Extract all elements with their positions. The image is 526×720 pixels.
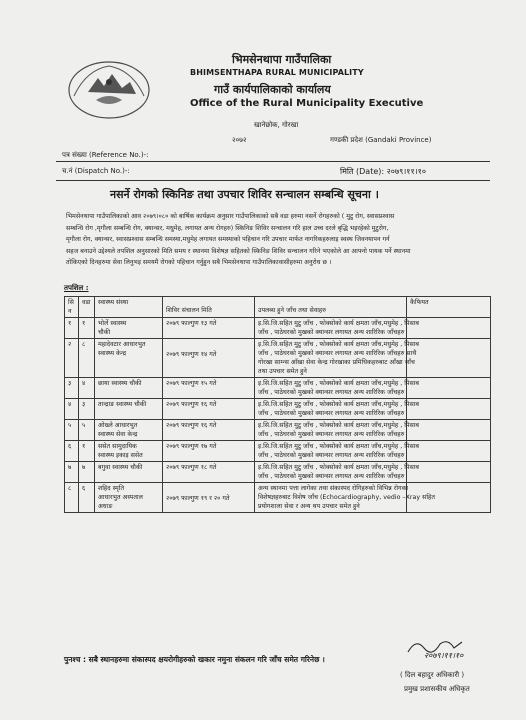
office-address: खानेछोक, गोरखा xyxy=(254,121,299,129)
header-sn: सि न xyxy=(65,297,79,318)
table-row xyxy=(65,483,491,513)
table-row xyxy=(65,378,491,399)
cell-services-line: जाँच , पाठेघरको मुखको क्यान्सर लगायत अन्य शारिरिक जाँचहरु xyxy=(258,473,405,480)
cell-sn: ८ xyxy=(65,483,79,513)
header-services: उपलब्ध हुने जाँच तथा सेवाहरु xyxy=(255,297,407,318)
cell-services-line: जाँच , पाठेघरको मुखको क्यान्सर लगायत अन्य शारिरिक जाँचहरु xyxy=(258,410,405,417)
cell-services-line: प्रयोगशाला सेवा र अन्य थप उपचार समेत हुने xyxy=(258,503,360,510)
cell-ward: १ xyxy=(79,441,95,462)
cell-services-line: इ.सि.जि.सहित मुटु जाँच , फोक्सोको कार्य क्षमता जाँच,मधुमेह , पिसाब xyxy=(258,341,419,348)
divider xyxy=(56,161,490,162)
cell-facility xyxy=(95,441,163,462)
municipality-name-en: BHIMSENTHAPA RURAL MUNICIPALITY xyxy=(190,68,364,77)
notice-line: मृगौला रोग, क्यान्सर, स्वासप्रश्वास सम्बन्धि समस्या,मधुमेह लगायत समस्याको पहिचान गरि उपचार मार्फत नागरिकहरुलाइ स्वस्थ जिवनयापन गर्न xyxy=(66,236,390,244)
cell-services-line: जाँच , पाठेघरको मुखको क्यान्सर लगायत अन्य शारिरिक जाँचहरु xyxy=(258,329,405,336)
dispatch-number: च.नं (Dispatch No.)-: xyxy=(62,167,130,175)
cell-facility xyxy=(95,399,163,420)
table-row xyxy=(65,441,491,462)
cell-services xyxy=(255,339,419,378)
cell-services-line: इ.सि.जि.सहित मुटु जाँच , फोक्सोको कार्य क्षमता जाँच,मधुमेह , पिसाब xyxy=(258,464,419,471)
cell-facility xyxy=(95,339,163,378)
cell-services-line: विशेषज्ञहरुबाट विशेष जाँच (Echocardiography, vedio –Xray सहित xyxy=(258,494,435,501)
cell-remarks xyxy=(407,420,491,441)
cell-facility-line: स्वास्थ्य केन्द्र xyxy=(98,350,127,357)
cell-services xyxy=(255,441,419,462)
cell-services xyxy=(255,483,435,513)
cell-services-line: इ.सि.जि.सहित मुटु जाँच , फोक्सोको कार्य क्षमता जाँच,मधुमेह , पिसाब xyxy=(258,320,419,327)
cell-facility xyxy=(95,420,163,441)
cell-services xyxy=(255,378,419,399)
municipality-name-np: भिमसेनथापा गाउँपालिका xyxy=(232,53,332,66)
cell-facility xyxy=(95,483,163,513)
cell-remarks xyxy=(407,318,491,339)
table-header-row xyxy=(65,297,491,318)
letter-date: मिति (Date): २०७९।११।१० xyxy=(340,167,426,176)
table-row xyxy=(65,420,491,441)
postscript-note: पुनश्च : सबै स्थानहरुमा संकास्पद क्षयरोगीहरुको खकार नमुना संकलन गरि जाँच समेत गरिनेछ । xyxy=(64,655,325,664)
cell-facility-line: तान्द्राङ स्वास्थ्य चौकी xyxy=(98,401,147,408)
cell-sn: २ xyxy=(65,339,79,378)
cell-services-line: अन्य स्थानमा पत्ता लागेका तथा संकास्पद रोगिहरुको विभिन्न रोगका xyxy=(258,485,408,492)
divider xyxy=(56,180,490,181)
table-row xyxy=(65,339,491,378)
cell-sn: ६ xyxy=(65,441,79,462)
cell-ward: १ xyxy=(79,318,95,339)
signatory-title: प्रमुख प्रशासकीय अधिकृत xyxy=(404,685,470,693)
cell-date: २०७९ फाल्गुण १३ गते xyxy=(163,318,255,339)
cell-ward: ८ xyxy=(79,339,95,378)
reference-number: पत्र संख्या (Reference No.)-: xyxy=(62,151,149,159)
cell-facility-line: छाया स्वास्थ्य चौकी xyxy=(98,380,142,387)
cell-date: २०७९ फाल्गुण १७ गते xyxy=(163,441,255,462)
notice-line: सम्बन्धि रोग ,मृगौला सम्बन्धि रोग, क्यान्सर, मधुमेह, लगायत अन्य रोगहरु) स्किनिङ शिविर सन्चालन गरि हाल उच्च दरले बृद्धि भइरहेको मुटुरोग, xyxy=(66,224,389,232)
signature-date: २०७९।११।१० xyxy=(424,651,464,660)
cell-facility-line: भोर्ले स्वास्थ्य xyxy=(98,320,127,327)
notice-body xyxy=(66,211,486,269)
cell-sn: ७ xyxy=(65,462,79,483)
notice-title: नसर्ने रोगको स्किनिङ तथा उपचार शिविर सन्चालन सम्बन्धि सूचना । xyxy=(110,188,379,201)
cell-sn: ५ xyxy=(65,420,79,441)
cell-facility-line: बगुवा स्वास्थ्य चौकी xyxy=(98,464,143,471)
cell-date: २०७९ फाल्गुण १९ र २० गते xyxy=(163,483,255,513)
header-ward: वडा xyxy=(79,297,95,318)
table-row xyxy=(65,462,491,483)
cell-services-line: जाँच , पाठेघरको मुखको क्यान्सर लगायत अन्य शारिरिक जाँचहरु साथै xyxy=(258,350,417,357)
cell-facility-line: चौकी xyxy=(98,329,111,336)
cell-facility-line: ओख्ले आधारभुत xyxy=(98,422,138,429)
nepal-emblem-icon xyxy=(66,56,152,120)
cell-facility-line: स्वास्थ्य सेवा केन्द्र xyxy=(98,431,138,438)
cell-services xyxy=(255,399,419,420)
cell-date: २०७९ फाल्गुण १५ गते xyxy=(163,378,255,399)
cell-sn: ३ xyxy=(65,378,79,399)
cell-services-line: इ.सि.जि.सहित मुटु जाँच , फोक्सोको कार्य क्षमता जाँच,मधुमेह , पिसाब xyxy=(258,422,419,429)
notice-line: सहज बनाउने उद्देश्यले तपशिल अनुसारको मिति समय र स्थानमा विशेषज्ञ सहितको स्किनिङ शिविर सन्चालन गरिने भएकोले आ आफ्नो पायक पर्ने स्थानमा xyxy=(66,247,411,255)
cell-facility xyxy=(95,318,163,339)
cell-services xyxy=(255,420,419,441)
cell-remarks xyxy=(407,399,491,420)
cell-date: २०७९ फाल्गुण १६ गते xyxy=(163,420,255,441)
cell-services-line: इ.सि.जि.सहित मुटु जाँच , फोक्सोको कार्य क्षमता जाँच,मधुमेह , पिसाब xyxy=(258,380,419,387)
cell-sn: १ xyxy=(65,318,79,339)
cell-services-line: जाँच , पाठेघरको मुखको क्यान्सर लगायत अन्य शारिरिक जाँचहरु xyxy=(258,452,405,459)
cell-services-line: जाँच , पाठेघरको मुखको क्यान्सर लगायत अन्य शारिरिक जाँचहरु xyxy=(258,389,405,396)
table-row xyxy=(65,318,491,339)
cell-ward: ७ xyxy=(79,462,95,483)
cell-facility-line: स्वास्थ्य इकाइ ससेत xyxy=(98,452,143,459)
cell-facility-line: अधाङ xyxy=(98,503,113,510)
cell-remarks xyxy=(407,378,491,399)
notice-line: तोकिएको दिनहरुमा सेवा लिनुभइ समयमै रोगको पहिचान गर्नुहुन सबै भिमसेनथापा गाउँपालिकावासीहरुमा अनुरोध छ । xyxy=(66,259,332,267)
cell-services xyxy=(255,462,419,483)
notice-line: भिमसेनथापा गाउँपालिकाको आव २०७९।०८० को बार्षिक कार्यक्रम अनुसार गाउँपालिकाको सबै वडा हरुमा नसर्ने रोगहरुको ( मुटु रोग, स्वासप्रश्वास xyxy=(66,213,395,220)
signatory-name: ( दिल बहादुर अधिकारी ) xyxy=(400,671,465,679)
cell-date: २०७९ फाल्गुण १८ गते xyxy=(163,462,255,483)
cell-facility-line: शहिद स्मृति xyxy=(98,485,125,492)
cell-date: २०७९ फाल्गुण १४ गते xyxy=(163,339,255,378)
cell-facility-line: आधारभुत अस्पताल xyxy=(98,494,143,501)
cell-remarks xyxy=(407,441,491,462)
cell-services-line: तथा उपचार समेत हुने xyxy=(258,368,307,375)
schedule-label: तपशिल : xyxy=(64,284,89,292)
table-row xyxy=(65,399,491,420)
cell-services-line: इ.सि.जि.सहित मुटु जाँच , फोक्सोको कार्य क्षमता जाँच,मधुमेह , पिसाब xyxy=(258,401,419,408)
cell-remarks xyxy=(407,339,491,378)
cell-facility-line: ससेत सामुदायिक xyxy=(98,443,137,450)
cell-services-line: जाँच , पाठेघरको मुखको क्यान्सर लगायत अन्य शारिरिक जाँचहरु xyxy=(258,431,405,438)
cell-ward: ४ xyxy=(79,378,95,399)
cell-facility xyxy=(95,378,163,399)
cell-sn: ४ xyxy=(65,399,79,420)
office-name-np: गाउँ कार्यपालिकाको कार्यालय xyxy=(214,83,331,96)
schedule-table xyxy=(64,296,491,513)
cell-ward: ६ xyxy=(79,483,95,513)
establishment-year: २०७२ xyxy=(232,136,247,144)
cell-ward: ५ xyxy=(79,420,95,441)
header-facility: स्वास्थ्य संस्था xyxy=(95,297,163,318)
header-date: शिविर संचालन मिति xyxy=(163,297,255,318)
cell-ward: ३ xyxy=(79,399,95,420)
cell-date: २०७९ फाल्गुण १६ गते xyxy=(163,399,255,420)
office-name-en: Office of the Rural Municipality Executive xyxy=(190,98,424,109)
cell-services-line: गोरखा साम्न्स आँखा सेवा केन्द्र गोरखाका प्रमिधिकहरुबाट आँखा जाँच xyxy=(258,359,415,366)
cell-services xyxy=(255,318,419,339)
province-name: गण्डकी प्रदेश (Gandaki Province) xyxy=(330,136,432,144)
cell-remarks xyxy=(407,462,491,483)
header-remarks: कैफियत xyxy=(407,297,491,318)
cell-facility xyxy=(95,462,163,483)
cell-services-line: इ.सि.जि.सहित मुटु जाँच , फोक्सोको कार्य क्षमता जाँच,मधुमेह , पिसाब xyxy=(258,443,419,450)
cell-facility-line: महादेवटार आधारभुत xyxy=(98,341,146,348)
